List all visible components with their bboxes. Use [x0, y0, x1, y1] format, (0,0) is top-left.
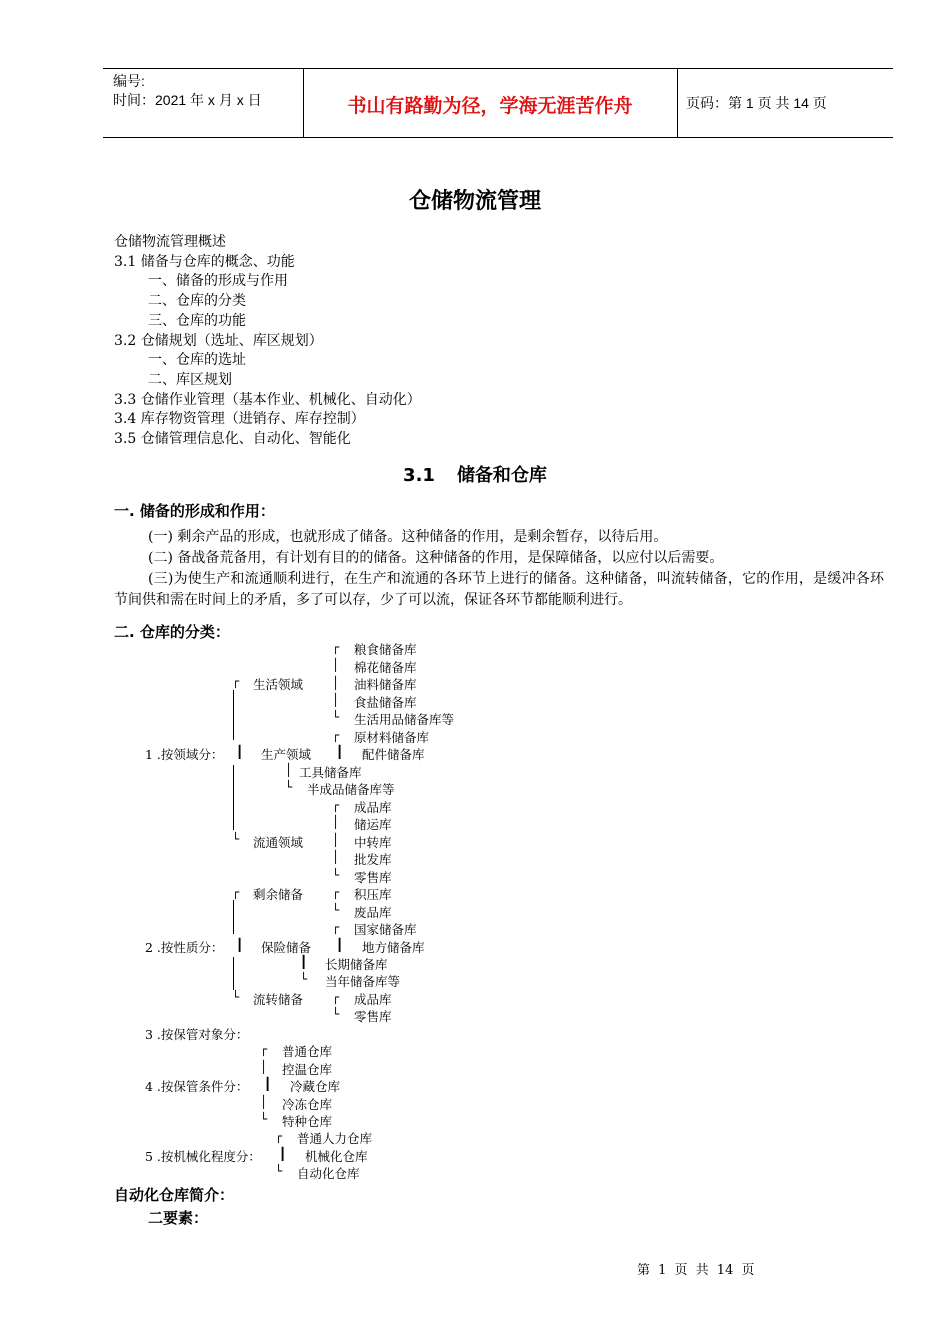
- serial-label: 编号:: [113, 73, 145, 89]
- bracket-bottom: └: [260, 1112, 268, 1126]
- section-title: 储备和仓库: [456, 465, 547, 486]
- tree-label: 2 .按性质分：: [145, 940, 224, 955]
- tree-leaf: 积压库: [354, 887, 392, 902]
- tree-node: 剩余储备: [253, 887, 304, 902]
- header-motto: 书山有路勤为径，学海无涯苦作舟: [347, 95, 633, 117]
- paragraph: (一) 剩余产品的形成，也就形成了储备。这种储备的作用，是剩余暂存，以待后用。: [148, 529, 668, 545]
- tree-leaf: 国家储备库: [354, 922, 417, 937]
- tree-node: 保险储备: [261, 940, 312, 955]
- tree-leaf: 机械化仓库: [305, 1149, 368, 1164]
- toc-subitem: 二、仓库的分类: [148, 293, 246, 310]
- tree-node: 流转储备: [253, 992, 304, 1007]
- tree-leaf: 原材料储备库: [354, 730, 430, 745]
- bracket-mid: ┃: [336, 745, 344, 759]
- bracket-bottom: └: [332, 1007, 340, 1021]
- toc-item: 3.4 库存物资管理（进销存、库存控制）: [114, 411, 365, 428]
- bracket-mid: │: [332, 693, 340, 707]
- section-heading: [0, 461, 950, 487]
- bracket-mid: ┃: [300, 955, 308, 969]
- section-number: 3.1: [403, 465, 435, 486]
- tree-node: 流通领域: [253, 835, 304, 850]
- bracket-top: ┌: [275, 1129, 283, 1143]
- bracket-top: ┌: [332, 920, 340, 934]
- toc-item: 3.1 储备与仓库的概念、功能: [114, 253, 295, 270]
- tree-node: 生产领域: [261, 747, 312, 762]
- bracket-bottom: └: [332, 868, 340, 882]
- tree-leaf: 普通仓库: [282, 1044, 333, 1059]
- tree-leaf: 冷冻仓库: [282, 1097, 333, 1112]
- tree-leaf: 长期储备库: [325, 957, 388, 972]
- time-label: 时间：2021 年 x 月 x 日: [113, 92, 262, 108]
- toc-item: 仓储物流管理概述: [114, 234, 226, 250]
- toc-item: 3.2 仓储规划（选址、库区规划）: [114, 332, 323, 349]
- auto-intro-subheading: 二要素：: [148, 1209, 209, 1227]
- bracket-top: ┌: [260, 1042, 268, 1056]
- bracket-mid: │: [332, 850, 340, 864]
- tree-leaf: 储运库: [354, 817, 392, 832]
- header-meta: [113, 72, 262, 110]
- tree-leaf: 食盐储备库: [354, 695, 417, 710]
- tree-leaf: 成品库: [354, 992, 392, 1007]
- bracket-top: ┌: [332, 885, 340, 899]
- tree-leaf: 生活用品储备库等: [354, 712, 455, 727]
- bracket-top: ┌: [332, 798, 340, 812]
- bracket-bottom: └: [300, 972, 308, 986]
- tree-leaf: 冷藏仓库: [290, 1079, 341, 1094]
- toc-item: 3.5 仓储管理信息化、自动化、智能化: [114, 431, 351, 448]
- page-footer: 第 1 页 共 14 页: [637, 1263, 755, 1278]
- bracket-bottom: └: [332, 710, 340, 724]
- tree-leaf: 批发库: [354, 852, 392, 867]
- document-header: [103, 68, 893, 138]
- bracket-mid: ┃: [236, 938, 244, 952]
- paragraph: (三)为使生产和流通顺利进行，在生产和流通的各环节上进行的储备。这种储备，叫流转储备，它的作用，是缓冲各环节间供和需在时间上的矛盾，多了可以存，少了可以流，保证各环节都能顺利进行。: [114, 571, 884, 608]
- tree-leaf: 半成品储备库等: [307, 782, 395, 797]
- tree-leaf: 自动化仓库: [297, 1166, 360, 1181]
- toc-item: 3.3 仓储作业管理（基本作业、机械化、自动化）: [114, 391, 421, 408]
- tree-leaf: 油料储备库: [354, 677, 417, 692]
- bracket-bottom: └: [275, 1164, 283, 1178]
- bracket-line: [233, 765, 234, 830]
- tree-leaf: 零售库: [354, 870, 392, 885]
- bracket-bottom: └: [285, 780, 293, 794]
- bracket-line: [233, 690, 234, 740]
- table-of-contents: [114, 233, 421, 450]
- tree-label: 1 .按领域分：: [145, 747, 224, 762]
- bracket-top: ┌: [332, 728, 340, 742]
- bracket-bottom: └: [232, 990, 240, 1004]
- tree-leaf: 特种仓库: [282, 1114, 333, 1129]
- toc-subitem: 一、储备的形成与作用: [148, 273, 288, 290]
- tree-leaf: 中转库: [354, 835, 392, 850]
- tree-leaf: 废品库: [354, 905, 392, 920]
- bracket-mid: │: [332, 815, 340, 829]
- bracket-mid: │: [332, 833, 340, 847]
- bracket-mid: │: [332, 658, 340, 672]
- header-page-info: 页码：第 1 页 共 14 页: [686, 95, 827, 111]
- tree-leaf: 当年储备库等: [325, 974, 401, 989]
- header-divider: [677, 69, 678, 137]
- bracket-top: ┌: [232, 674, 240, 688]
- part1-heading: 一. 储备的形成和作用：: [114, 502, 275, 520]
- bracket-line: [233, 957, 234, 990]
- bracket-mid: ┃: [336, 938, 344, 952]
- tree-leaf: 控温仓库: [282, 1062, 333, 1077]
- bracket-mid: ┃: [279, 1147, 287, 1161]
- bracket-mid: ┃: [236, 745, 244, 759]
- part2-heading: 二. 仓库的分类：: [114, 623, 230, 641]
- tree-label: 5 .按机械化程度分：: [145, 1149, 261, 1164]
- bracket-mid: │: [285, 763, 293, 777]
- bracket-bottom: └: [232, 832, 240, 846]
- tree-leaf: 工具储备库: [299, 765, 362, 780]
- tree-leaf: 零售库: [354, 1009, 392, 1024]
- bracket-mid: ┃: [264, 1077, 272, 1091]
- tree-label: 4 .按保管条件分：: [145, 1079, 249, 1094]
- bracket-line: [233, 900, 234, 934]
- bracket-mid: │: [260, 1095, 268, 1109]
- tree-label: 3 .按保管对象分：: [145, 1027, 249, 1042]
- tree-leaf: 配件储备库: [362, 747, 425, 762]
- tree-leaf: 棉花储备库: [354, 660, 417, 675]
- auto-intro-heading: 自动化仓库简介：: [114, 1186, 235, 1204]
- bracket-bottom: └: [332, 903, 340, 917]
- tree-leaf: 地方储备库: [362, 940, 425, 955]
- tree-leaf: 普通人力仓库: [297, 1131, 373, 1146]
- tree-node: 生活领域: [253, 677, 304, 692]
- bracket-mid: │: [260, 1060, 268, 1074]
- bracket-top: ┌: [332, 640, 340, 654]
- document-title: 仓储物流管理: [408, 189, 541, 214]
- paragraph: (二) 备战备荒备用，有计划有目的的储备。这种储备的作用，是保障储备，以应付以后需要。: [148, 550, 724, 566]
- bracket-top: ┌: [232, 885, 240, 899]
- part1-body: [114, 527, 884, 611]
- toc-subitem: 三、仓库的功能: [148, 312, 246, 329]
- tree-leaf: 粮食储备库: [354, 642, 417, 657]
- toc-subitem: 一、仓库的选址: [148, 352, 246, 369]
- tree-leaf: 成品库: [354, 800, 392, 815]
- bracket-top: ┌: [332, 990, 340, 1004]
- toc-subitem: 二、库区规划: [148, 371, 232, 388]
- bracket-mid: │: [332, 676, 340, 690]
